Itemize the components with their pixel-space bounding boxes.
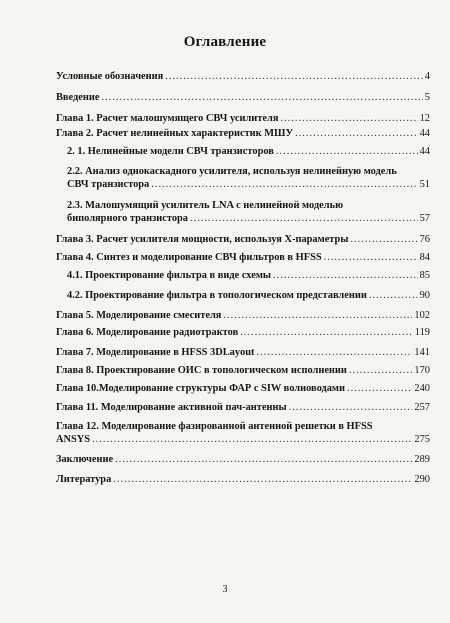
toc-entry	[56, 127, 430, 140]
toc-leader-dots	[151, 178, 417, 191]
toc-leader-dots	[347, 382, 412, 395]
toc-entry-label: Глава 7. Моделирование в HFSS 3DLayout	[56, 347, 255, 358]
toc-leader-dots	[256, 346, 412, 359]
toc-entry	[67, 269, 430, 282]
toc-entry-page: 170	[414, 365, 430, 376]
toc-entry-page: 257	[414, 402, 430, 413]
toc-entry-label: 2. 1. Нелинейные модели СВЧ транзисторов	[67, 146, 274, 157]
toc-entry-page: 4	[424, 71, 430, 82]
toc-leader-dots	[223, 309, 412, 322]
toc-entry	[56, 346, 430, 359]
toc-leader-dots	[115, 453, 412, 466]
toc-entry	[56, 453, 430, 466]
toc-leader-dots	[101, 91, 422, 104]
toc-entry-label: 4.1. Проектирование фильтра в виде схемы	[67, 270, 272, 281]
toc-leader-dots	[276, 145, 418, 158]
toc-entry-page: 102	[414, 310, 430, 321]
toc-entry	[56, 309, 430, 322]
page-title: Оглавление	[183, 34, 267, 50]
toc-entry-page: 90	[419, 290, 430, 301]
toc-entry-page: 76	[419, 234, 430, 245]
toc-leader-dots	[295, 127, 418, 140]
toc-entry	[67, 165, 430, 191]
toc-entry	[56, 326, 430, 339]
toc-entry	[56, 401, 430, 414]
toc-entry	[67, 289, 430, 302]
toc-entry-label: Глава 8. Проектирование ОИС в топологическом исполнении	[56, 365, 347, 376]
toc-entry	[56, 70, 430, 83]
toc-entry	[56, 233, 430, 246]
toc-entry-label: Введение	[56, 92, 100, 103]
toc-entry-label: Литература	[56, 474, 112, 485]
toc-entry-page: 275	[414, 434, 430, 445]
toc-entry	[67, 199, 430, 225]
toc-leader-dots	[165, 70, 423, 83]
toc-leader-dots	[369, 289, 418, 302]
toc-entry-page: 141	[414, 347, 430, 358]
toc-entry-label: Глава 3. Расчет усилителя мощности, используя Х-параметры	[56, 234, 349, 245]
toc-leader-dots	[113, 473, 412, 486]
toc-entry-page: 5	[424, 92, 430, 103]
toc-entry	[56, 420, 430, 446]
toc-leader-dots	[280, 112, 417, 125]
toc-leader-dots	[273, 269, 418, 282]
toc-leader-dots	[240, 326, 413, 339]
toc-entry-page: 12	[419, 113, 430, 124]
toc-entry-page: 84	[419, 252, 430, 263]
toc-leader-dots	[190, 212, 418, 225]
toc-entry-label-line1: Глава 12. Моделирование фазированной антенной решетки в HFSS	[56, 421, 373, 432]
toc-entry-page: 85	[419, 270, 430, 281]
toc-entry-page: 57	[419, 213, 430, 224]
toc-entry-label: Глава 6. Моделирование радиотрактов	[56, 327, 239, 338]
toc-entry-label-line1: 2.2. Анализ однокаскадного усилителя, используя нелинейную модель	[67, 166, 397, 177]
toc-entry-label: СВЧ транзистора	[67, 179, 150, 190]
toc-entry-label: Глава 10.Моделирование структуры ФАР с SIW волноводами	[56, 383, 345, 394]
toc-leader-dots	[289, 401, 413, 414]
toc-entry-page: 289	[414, 454, 430, 465]
toc-entry	[56, 251, 430, 264]
toc-entry-label: Заключение	[56, 454, 114, 465]
toc-entry-label: биполярного транзистора	[67, 213, 188, 224]
toc-entry-page: 44	[419, 146, 430, 157]
toc-entry	[56, 382, 430, 395]
toc-entry	[56, 91, 430, 104]
toc-entry-label-line1: 2.3. Малошумящий усилитель LNA с нелинейной моделью	[67, 200, 344, 211]
toc-entry-label: Условные обозначения	[56, 71, 164, 82]
toc-entry-page: 240	[414, 383, 430, 394]
toc-entry-page: 290	[414, 474, 430, 485]
toc-entry	[56, 112, 430, 125]
toc-entry-label: Глава 4. Синтез и моделирование СВЧ фильтров в HFSS	[56, 252, 322, 263]
toc-entry	[67, 145, 430, 158]
toc-entry-label: ANSYS	[56, 434, 91, 445]
toc-entry-label: 4.2. Проектирование фильтра в топологическом представлении	[67, 290, 367, 301]
toc-entry-label: Глава 5. Моделирование смесителя	[56, 310, 222, 321]
toc-leader-dots	[92, 433, 412, 446]
toc-entry-page: 51	[419, 179, 430, 190]
toc-leader-dots	[324, 251, 418, 264]
toc-leader-dots	[349, 364, 413, 377]
toc-entry	[56, 473, 430, 486]
toc-entry	[56, 364, 430, 377]
toc-entry-label: Глава 2. Расчет нелинейных характеристик МШУ	[56, 128, 294, 139]
toc-leader-dots	[350, 233, 417, 246]
toc-entry-page: 44	[419, 128, 430, 139]
toc-entry-label: Глава 1. Расчет малошумящего СВЧ усилителя	[56, 113, 279, 124]
toc-entry-label: Глава 11. Моделирование активной пач-антенны	[56, 402, 287, 413]
page-number: 3	[222, 584, 228, 595]
toc-entry-page: 119	[414, 327, 430, 338]
